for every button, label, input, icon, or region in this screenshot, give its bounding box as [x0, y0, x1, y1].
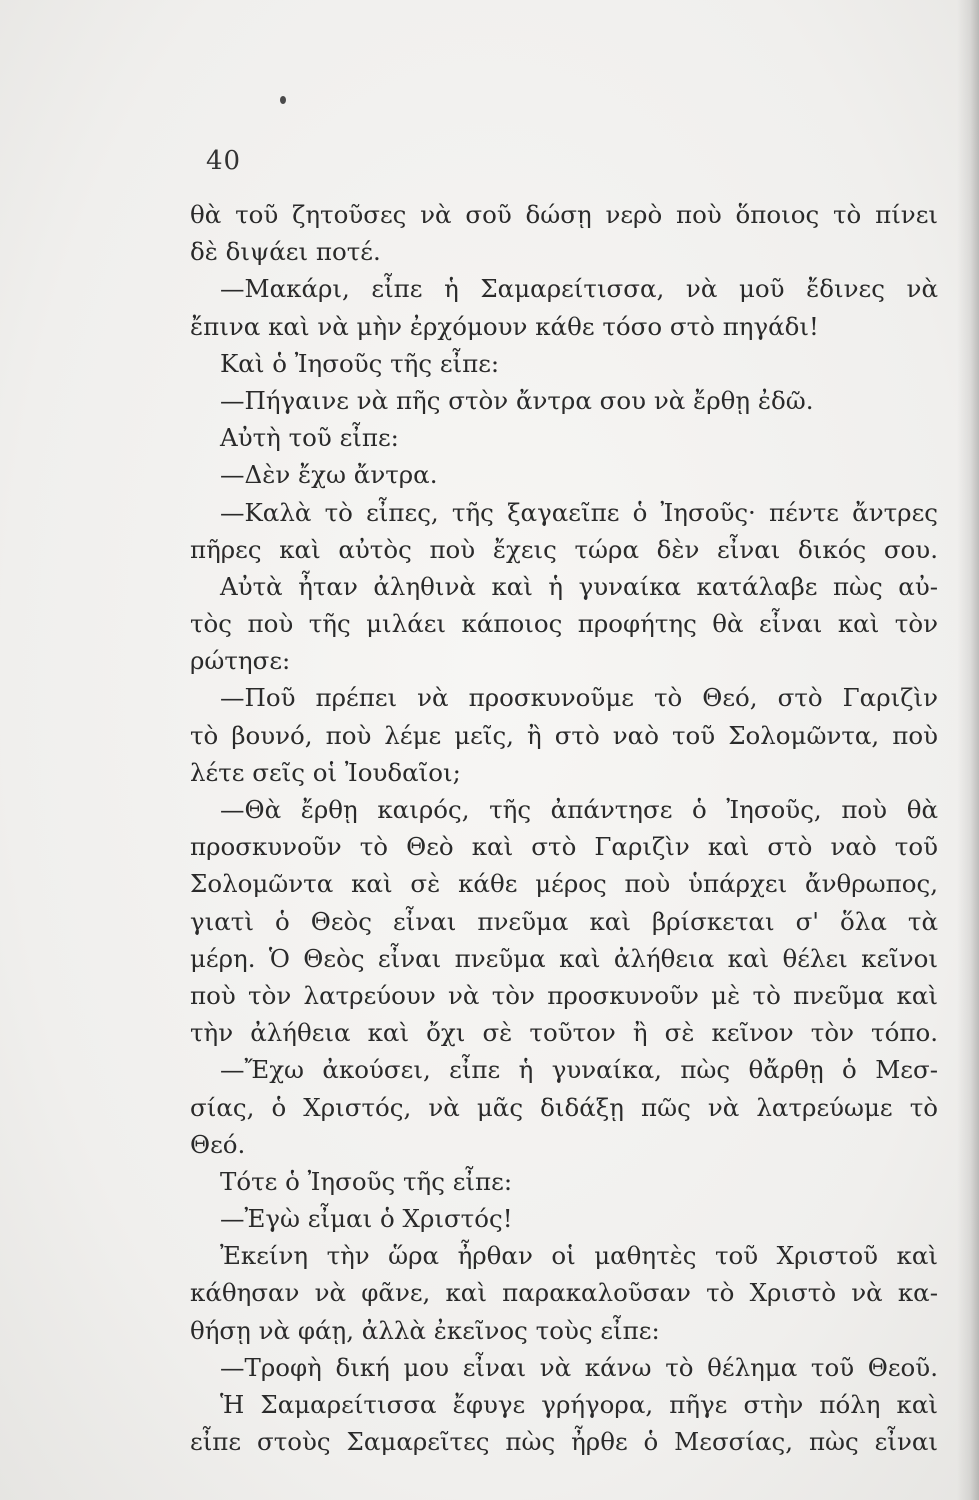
text-line: —Ποῦ πρέπει νὰ προσκυνοῦμε τὸ Θεό, στὸ Γαριζὶν: [220, 683, 938, 713]
text-line: σίας, ὁ Χριστός, νὰ μᾶς διδάξῃ πῶς νὰ λατρεύωμε τὸ: [190, 1092, 938, 1122]
text-line: Ἐκείνη τὴν ὥρα ἦρθαν οἱ μαθητὲς τοῦ Χριστοῦ καὶ: [220, 1241, 938, 1271]
text-line: προσκυνοῦν τὸ Θεὸ καὶ στὸ Γαριζὶν καὶ στὸ ναὸ τοῦ: [190, 832, 938, 862]
text-line: Σολομῶντα καὶ σὲ κάθε μέρος ποὺ ὑπάρχει ἄνθρωπος,: [190, 869, 938, 899]
ink-dot-mark: [280, 96, 286, 104]
text-line: —Πήγαινε νὰ πῆς στὸν ἄντρα σου νὰ ἔρθῃ ἐδῶ.: [220, 385, 814, 415]
text-line: μέρη. Ὁ Θεὸς εἶναι πνεῦμα καὶ ἀλήθεια καὶ θέλει κεῖνοι: [190, 943, 938, 973]
text-line: Αὐτὴ τοῦ εἶπε:: [220, 423, 399, 453]
page-binding-shadow: [957, 0, 979, 1500]
text-line: τὴν ἀλήθεια καὶ ὄχι σὲ τοῦτον ἢ σὲ κεῖνον τὸν τόπο.: [190, 1018, 938, 1048]
text-line: τὸ βουνό, ποὺ λέμε μεῖς, ἢ στὸ ναὸ τοῦ Σολομῶντα, ποὺ: [190, 720, 938, 750]
text-line: Τότε ὁ Ἰησοῦς τῆς εἶπε:: [220, 1166, 513, 1196]
text-line: θήσῃ νὰ φάῃ, ἀλλὰ ἐκεῖνος τοὺς εἶπε:: [190, 1315, 660, 1345]
text-line: —Ἔχω ἀκούσει, εἶπε ἡ γυναίκα, πὼς θἄρθῃ ὁ Μεσ-: [220, 1055, 938, 1085]
text-line: τὸς ποὺ τῆς μιλάει κάποιος προφήτης θὰ εἶναι καὶ τὸν: [190, 609, 938, 639]
text-line: εἶπε στοὺς Σαμαρεῖτες πὼς ἦρθε ὁ Μεσσίας, πὼς εἶναι: [190, 1427, 938, 1457]
text-line: —Θὰ ἔρθῃ καιρός, τῆς ἀπάντησε ὁ Ἰησοῦς, ποὺ θὰ: [220, 795, 938, 824]
text-line: λέτε σεῖς οἱ Ἰουδαῖοι;: [190, 757, 461, 787]
text-line: —Καλὰ τὸ εἶπες, τῆς ξαγαεῖπε ὁ Ἰησοῦς· πέντε ἄντρες: [220, 497, 938, 527]
text-line: ἔπινα καὶ νὰ μὴν ἐρχόμουν κάθε τόσο στὸ πηγάδι!: [190, 311, 819, 341]
text-line: θὰ τοῦ ζητοῦσες νὰ σοῦ δώσῃ νερὸ ποὺ ὅποιος τὸ πίνει: [190, 200, 938, 229]
body-text: [190, 196, 938, 1460]
text-line: Καὶ ὁ Ἰησοῦς τῆς εἶπε:: [220, 348, 500, 378]
text-line: —Δὲν ἔχω ἄντρα.: [220, 460, 438, 490]
text-line: ποὺ τὸν λατρεύουν νὰ τὸν προσκυνοῦν μὲ τὸ πνεῦμα καὶ: [190, 980, 938, 1010]
text-line: Αὐτὰ ἦταν ἀληθινὰ καὶ ἡ γυναίκα κατάλαβε πὼς αὐ-: [220, 571, 938, 601]
text-line: —Μακάρι, εἶπε ἡ Σαμαρείτισσα, νὰ μοῦ ἔδινες νὰ: [220, 274, 938, 304]
text-line: πῆρες καὶ αὐτὸς ποὺ ἔχεις τώρα δὲν εἶναι δικός σου.: [190, 534, 938, 564]
page-number: 40: [206, 146, 242, 176]
text-line: κάθησαν νὰ φᾶνε, καὶ παρακαλοῦσαν τὸ Χριστὸ νὰ κα-: [190, 1278, 938, 1308]
text-line: Θεό.: [190, 1129, 246, 1159]
text-line: —Τροφὴ δική μου εἶναι νὰ κάνω τὸ θέλημα τοῦ Θεοῦ.: [220, 1352, 938, 1382]
text-line: γιατὶ ὁ Θεὸς εἶναι πνεῦμα καὶ βρίσκεται σ' ὅλα τὰ: [190, 906, 938, 936]
text-line: ρώτησε:: [190, 646, 291, 676]
text-line: δὲ διψάει ποτέ.: [190, 237, 381, 267]
text-line: —Ἐγὼ εἶμαι ὁ Χριστός!: [220, 1204, 513, 1234]
text-line: Ἡ Σαμαρείτισσα ἔφυγε γρήγορα, πῆγε στὴν πόλη καὶ: [220, 1390, 938, 1419]
